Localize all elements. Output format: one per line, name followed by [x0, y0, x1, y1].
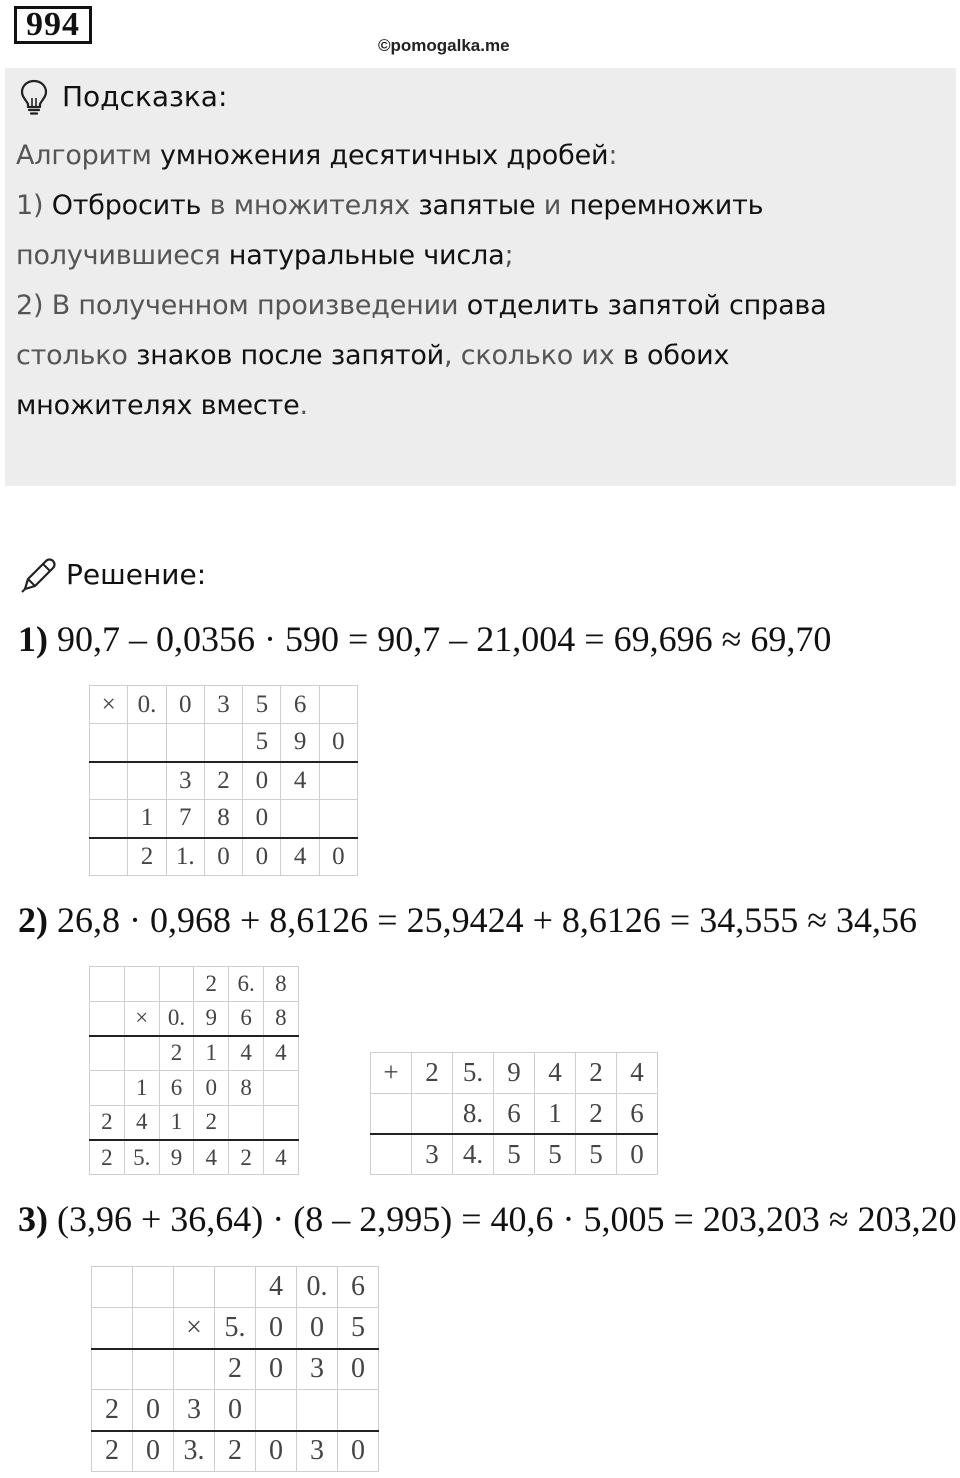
grid-cell	[92, 1267, 133, 1308]
grid-cell	[166, 724, 204, 762]
grid-row	[92, 1308, 379, 1349]
grid-cell	[128, 762, 166, 800]
grid-cell	[204, 724, 242, 762]
grid-cell: 6.	[229, 967, 264, 1002]
grid-cell	[133, 1267, 174, 1308]
grid-cell: 4	[263, 1036, 298, 1071]
grid-cell: 0	[243, 800, 281, 838]
grid-cell: 3.	[174, 1431, 215, 1472]
grid-cell: 2	[194, 1105, 229, 1140]
grid-cell	[133, 1349, 174, 1390]
grid-cell: 8	[263, 1001, 298, 1036]
hint-emphasis: множителях вместе	[16, 390, 300, 421]
hint-emphasis: Отбросить	[51, 190, 202, 221]
hint-text-run: в множителях	[201, 190, 419, 221]
grid-cell: 0	[204, 838, 242, 876]
grid-cell: 2	[576, 1053, 617, 1094]
grid-cell: 0	[133, 1390, 174, 1431]
grid-cell: 6	[159, 1071, 194, 1106]
grid-cell: 5.	[124, 1140, 159, 1175]
grid-cell	[92, 1308, 133, 1349]
grid-cell: 0	[338, 1349, 379, 1390]
hint-emphasis: умножения десятичных дробей	[160, 140, 609, 171]
grid-cell	[174, 1349, 215, 1390]
pencil-icon	[18, 556, 58, 596]
hint-text-run: , сколько их	[444, 340, 623, 371]
step-expression: (3,96 + 36,64) · (8 – 2,995) = 40,6 · 5,005 = 203,203 ≈ 203,20	[48, 1199, 957, 1239]
grid-cell: 2	[159, 1036, 194, 1071]
grid-cell: 0	[133, 1431, 174, 1472]
grid-cell: 6	[281, 686, 319, 724]
grid-cell: 7	[166, 800, 204, 838]
grid-cell: 1.	[166, 838, 204, 876]
grid-cell: 3	[166, 762, 204, 800]
grid-cell: 0	[319, 724, 357, 762]
grid-row	[90, 686, 358, 724]
multiplication-grid-3	[91, 1266, 379, 1472]
grid-cell: 0	[243, 762, 281, 800]
grid-row	[92, 1390, 379, 1431]
solution-step-2	[18, 899, 917, 941]
grid-cell: 2	[215, 1349, 256, 1390]
grid-cell	[319, 762, 357, 800]
grid-row	[92, 1431, 379, 1472]
grid-cell: 1	[159, 1105, 194, 1140]
hint-text-run: 1)	[16, 190, 52, 221]
grid-cell: 0	[243, 838, 281, 876]
grid-cell: 1	[124, 1071, 159, 1106]
hint-emphasis: запятые	[418, 190, 536, 221]
grid-cell	[281, 800, 319, 838]
grid-row	[371, 1053, 658, 1094]
grid-cell: 2	[92, 1431, 133, 1472]
grid-cell	[229, 1105, 264, 1140]
grid-cell	[159, 967, 194, 1002]
grid-cell: 3	[412, 1134, 453, 1175]
grid-cell	[215, 1267, 256, 1308]
grid-cell: 4	[256, 1267, 297, 1308]
grid-cell: 2	[412, 1053, 453, 1094]
grid-cell	[90, 1071, 125, 1106]
grid-cell: 6	[617, 1093, 658, 1134]
grid-cell: 9	[194, 1001, 229, 1036]
step-number: 3)	[18, 1199, 48, 1239]
grid-row	[90, 967, 299, 1002]
grid-cell	[90, 1001, 125, 1036]
grid-cell: 2	[90, 1140, 125, 1175]
grid-row	[90, 1001, 299, 1036]
grid-cell: 3	[297, 1349, 338, 1390]
grid-cell: 4.	[453, 1134, 494, 1175]
grid-cell: 1	[535, 1093, 576, 1134]
grid-cell: 4	[617, 1053, 658, 1094]
grid-cell: 0	[338, 1431, 379, 1472]
grid-cell: 0	[166, 686, 204, 724]
grid-cell: 2	[128, 838, 166, 876]
grid-cell	[338, 1390, 379, 1431]
grid-cell: 5	[494, 1134, 535, 1175]
grid-cell: 9	[494, 1053, 535, 1094]
grid-row	[90, 724, 358, 762]
grid-cell: 4	[281, 762, 319, 800]
hint-text-run: Алгоритм	[16, 140, 160, 171]
grid-row	[90, 838, 358, 876]
grid-row	[90, 1036, 299, 1071]
hint-line	[16, 240, 513, 271]
grid-cell	[124, 967, 159, 1002]
grid-cell	[90, 967, 125, 1002]
grid-cell	[128, 724, 166, 762]
grid-row	[371, 1134, 658, 1175]
step-expression: 26,8 · 0,968 + 8,6126 = 25,9424 + 8,6126 = 34,555 ≈ 34,56	[48, 900, 917, 940]
grid-cell: 1	[128, 800, 166, 838]
grid-cell: 2	[215, 1431, 256, 1472]
grid-row	[90, 1140, 299, 1175]
solution-step-1	[18, 618, 831, 660]
grid-row	[92, 1267, 379, 1308]
hint-text-run: ;	[504, 240, 514, 271]
grid-cell: 2	[90, 1105, 125, 1140]
grid-cell: 5	[576, 1134, 617, 1175]
hint-text-run: столько	[16, 340, 137, 371]
grid-cell: 0	[319, 838, 357, 876]
grid-row	[371, 1093, 658, 1134]
hint-line	[16, 290, 826, 321]
addition-grid	[370, 1052, 658, 1175]
grid-cell	[90, 724, 128, 762]
multiplication-grid-2	[89, 966, 299, 1175]
hint-text-run: :	[608, 140, 618, 171]
grid-cell	[319, 686, 357, 724]
grid-cell: 5	[338, 1308, 379, 1349]
step-expression: 90,7 – 0,0356 · 590 = 90,7 – 21,004 = 69,696 ≈ 69,70	[48, 619, 832, 659]
grid-cell: ×	[174, 1308, 215, 1349]
grid-cell	[174, 1267, 215, 1308]
grid-cell: 8	[204, 800, 242, 838]
hint-line	[16, 140, 617, 171]
grid-cell: 1	[194, 1036, 229, 1071]
grid-cell: +	[371, 1053, 412, 1094]
grid-cell: 5.	[215, 1308, 256, 1349]
solution-step-3	[18, 1198, 957, 1240]
grid-cell	[90, 1036, 125, 1071]
watermark: ©pomogalka.me	[378, 36, 510, 55]
grid-row	[92, 1349, 379, 1390]
hint-text-run: .	[299, 390, 308, 421]
grid-row	[90, 1105, 299, 1140]
grid-cell: 0	[256, 1349, 297, 1390]
grid-cell: 8	[229, 1071, 264, 1106]
grid-cell	[371, 1134, 412, 1175]
grid-cell	[92, 1349, 133, 1390]
grid-cell: 2	[204, 762, 242, 800]
grid-cell: 0	[297, 1308, 338, 1349]
grid-cell: 8.	[453, 1093, 494, 1134]
grid-cell: 5	[243, 724, 281, 762]
grid-cell: 6	[229, 1001, 264, 1036]
hint-line	[16, 190, 763, 221]
step-number: 1)	[18, 619, 48, 659]
hint-emphasis: перемножить	[569, 190, 764, 221]
grid-row	[90, 800, 358, 838]
hint-title: Подсказка:	[62, 80, 228, 113]
grid-cell: 9	[159, 1140, 194, 1175]
grid-cell	[124, 1036, 159, 1071]
hint-line	[16, 340, 729, 371]
grid-cell: 3	[204, 686, 242, 724]
grid-cell: 2	[194, 967, 229, 1002]
hint-emphasis: отделить запятой справа	[466, 290, 827, 321]
grid-cell: 0	[215, 1390, 256, 1431]
grid-cell: 5	[535, 1134, 576, 1175]
hint-box	[5, 68, 956, 486]
grid-cell: 6	[338, 1267, 379, 1308]
grid-row	[90, 1071, 299, 1106]
grid-cell: 3	[297, 1431, 338, 1472]
grid-cell: 4	[535, 1053, 576, 1094]
grid-cell	[90, 800, 128, 838]
grid-cell: 4	[194, 1140, 229, 1175]
grid-cell: 9	[281, 724, 319, 762]
hint-text-run: и	[535, 190, 570, 221]
grid-cell: 2	[576, 1093, 617, 1134]
grid-cell: 3	[174, 1390, 215, 1431]
hint-text-run: получившиеся	[16, 240, 229, 271]
lightbulb-icon	[18, 78, 50, 116]
grid-cell	[412, 1093, 453, 1134]
grid-cell: 4	[263, 1140, 298, 1175]
grid-cell	[263, 1105, 298, 1140]
grid-cell: 0.	[297, 1267, 338, 1308]
grid-cell: 6	[494, 1093, 535, 1134]
solution-title: Решение:	[66, 558, 207, 591]
hint-emphasis: в обоих	[622, 340, 730, 371]
grid-cell: ×	[124, 1001, 159, 1036]
grid-cell: 0	[617, 1134, 658, 1175]
multiplication-grid-1	[89, 685, 358, 876]
grid-cell	[90, 762, 128, 800]
step-number: 2)	[18, 900, 48, 940]
grid-cell: 5.	[453, 1053, 494, 1094]
grid-cell: 4	[281, 838, 319, 876]
grid-cell	[319, 800, 357, 838]
grid-cell	[133, 1308, 174, 1349]
grid-cell: ×	[90, 686, 128, 724]
grid-cell: 4	[229, 1036, 264, 1071]
grid-row	[90, 762, 358, 800]
grid-cell: 0.	[128, 686, 166, 724]
grid-cell: 4	[124, 1105, 159, 1140]
grid-cell: 5	[243, 686, 281, 724]
grid-cell	[297, 1390, 338, 1431]
grid-cell	[263, 1071, 298, 1106]
grid-cell: 2	[229, 1140, 264, 1175]
grid-cell: 0	[194, 1071, 229, 1106]
hint-line	[16, 390, 308, 421]
hint-text-run: 2) В полученном произведении	[16, 290, 467, 321]
grid-cell	[90, 838, 128, 876]
hint-emphasis: знаков после запятой	[136, 340, 445, 371]
grid-cell	[256, 1390, 297, 1431]
grid-cell: 0	[256, 1308, 297, 1349]
grid-cell: 0	[256, 1431, 297, 1472]
task-number: 994	[14, 6, 92, 44]
grid-cell: 0.	[159, 1001, 194, 1036]
grid-cell	[371, 1093, 412, 1134]
grid-cell: 2	[92, 1390, 133, 1431]
grid-cell: 8	[263, 967, 298, 1002]
hint-emphasis: натуральные числа	[228, 240, 505, 271]
